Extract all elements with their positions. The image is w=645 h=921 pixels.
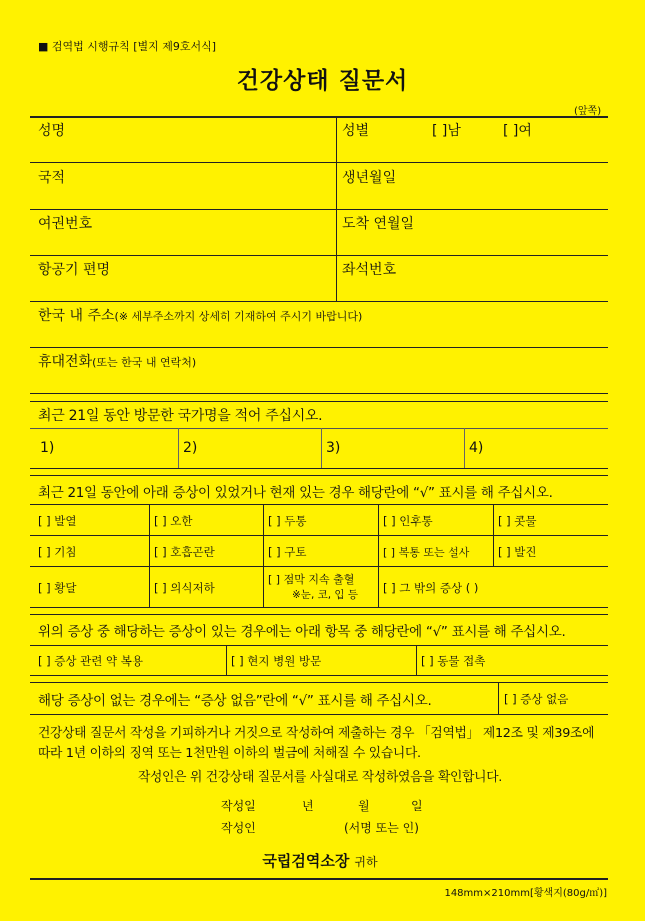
passport-field[interactable]	[38, 231, 334, 253]
divider	[30, 607, 608, 608]
symptom-checkbox-other[interactable]: [ ] 그 밖의 증상 ( )	[383, 581, 479, 595]
medication-checkbox[interactable]: [ ] 증상 관련 약 복용	[38, 654, 144, 668]
symptom-checkbox-jaundice[interactable]: [ ] 황달	[38, 581, 77, 595]
divider	[30, 347, 608, 348]
phone-note: (또는 한국 내 연락처)	[92, 356, 197, 369]
page-side-label: (앞쪽)	[574, 106, 602, 117]
divider	[30, 645, 608, 646]
no-symptom-prompt: 해당 증상이 없는 경우에는 “증상 없음”란에 “√” 표시를 해 주십시오.	[38, 693, 432, 709]
country-field-1[interactable]: 1)	[40, 440, 55, 456]
divider	[30, 675, 608, 676]
date-year[interactable]: 년	[302, 799, 314, 813]
address-field[interactable]	[38, 323, 606, 345]
column-divider	[378, 504, 379, 607]
recipient-line	[0, 850, 640, 871]
seat-field[interactable]	[342, 277, 606, 299]
warning-text-line1: 건강상태 질문서 작성을 기피하거나 거짓으로 작성하여 제출하는 경우 「검역법」 제12조 및 제39조에	[38, 726, 595, 741]
bleeding-note: ※눈, 코, 입 등	[292, 589, 359, 601]
symptoms-prompt: 최근 21일 동안에 아래 증상이 있었거나 현재 있는 경우 해당란에 “√” 표시를 해 주십시오.	[38, 485, 553, 501]
divider	[30, 504, 608, 505]
divider	[30, 614, 608, 615]
sex-male-checkbox[interactable]: [ ]남	[432, 123, 461, 139]
regulation-reference: ■ 검역법 시행규칙 [별지 제9호서식]	[38, 40, 217, 53]
divider	[30, 162, 608, 163]
seat-field-label: 좌석번호	[342, 262, 397, 278]
divider	[30, 255, 608, 256]
flight-field[interactable]	[38, 277, 334, 299]
divider	[30, 475, 608, 476]
divider	[30, 535, 608, 536]
divider	[30, 401, 608, 402]
nationality-field-label: 국적	[38, 170, 66, 186]
column-divider	[321, 428, 322, 468]
writer-label: 작성인	[221, 821, 256, 835]
hospital-visit-checkbox[interactable]: [ ] 현지 병원 방문	[231, 654, 322, 668]
divider	[30, 878, 608, 880]
symptom-checkbox-runny-nose[interactable]: [ ] 콧물	[498, 514, 537, 528]
recipient-name: 국립검역소장	[262, 852, 350, 870]
divider	[30, 301, 608, 302]
address-note: (※ 세부주소까지 상세히 기재하여 주시기 바랍니다)	[114, 310, 363, 323]
symptom-checkbox-vomiting[interactable]: [ ] 구토	[268, 545, 307, 559]
divider	[30, 682, 608, 683]
date-label: 작성일	[221, 799, 256, 813]
country-field-4[interactable]: 4)	[469, 440, 484, 456]
column-divider	[149, 504, 150, 607]
phone-field-label	[38, 351, 196, 371]
column-divider	[336, 117, 337, 301]
divider	[30, 393, 608, 394]
confirmation-text: 작성인은 위 건강상태 질문서를 사실대로 작성하였음을 확인합니다.	[137, 770, 503, 785]
dob-field-label: 생년월일	[342, 170, 397, 186]
country-field-3[interactable]: 3)	[326, 440, 341, 456]
phone-field[interactable]	[38, 369, 606, 391]
divider	[30, 714, 608, 715]
date-day[interactable]: 일	[411, 799, 423, 813]
paper-spec: 148mm×210mm[황색지(80g/㎡)]	[444, 888, 607, 899]
symptom-checkbox-consciousness[interactable]: [ ] 의식저하	[154, 581, 215, 595]
divider	[30, 468, 608, 469]
dob-field[interactable]	[342, 185, 606, 207]
countries-prompt: 최근 21일 동안 방문한 국가명을 적어 주십시오.	[38, 408, 323, 424]
column-divider	[263, 504, 264, 607]
date-month[interactable]: 월	[358, 799, 370, 813]
divider	[30, 428, 608, 429]
country-field-2[interactable]: 2)	[183, 440, 198, 456]
sex-female-checkbox[interactable]: [ ]여	[503, 123, 532, 139]
phone-label: 휴대전화	[38, 354, 93, 370]
divider	[30, 209, 608, 210]
divider	[30, 566, 608, 567]
form-title: 건강상태 질문서	[236, 68, 409, 94]
no-symptom-checkbox[interactable]: [ ] 증상 없음	[504, 692, 569, 706]
flight-field-label: 항공기 편명	[38, 262, 111, 278]
address-label: 한국 내 주소	[38, 308, 115, 324]
animal-contact-checkbox[interactable]: [ ] 동물 접촉	[421, 654, 486, 668]
sex-field-label: 성별	[342, 123, 370, 139]
arrival-date-field-label: 도착 연월일	[342, 216, 415, 232]
recipient-suffix: 귀하	[354, 855, 378, 869]
signature-field[interactable]: (서명 또는 인)	[344, 821, 419, 835]
column-divider	[416, 645, 417, 675]
column-divider	[178, 428, 179, 468]
column-divider	[498, 682, 499, 714]
symptom-checkbox-bleeding[interactable]: [ ] 점막 지속 출혈	[268, 573, 355, 586]
symptom-checkbox-headache[interactable]: [ ] 두통	[268, 514, 307, 528]
column-divider	[226, 645, 227, 675]
symptom-checkbox-sore-throat[interactable]: [ ] 인후통	[383, 514, 433, 528]
name-field[interactable]	[38, 138, 334, 160]
related-prompt: 위의 증상 중 해당하는 증상이 있는 경우에는 아래 항목 중 해당란에 “√” 표시를 해 주십시오.	[38, 624, 566, 640]
symptom-checkbox-rash[interactable]: [ ] 발진	[498, 545, 537, 559]
passport-field-label: 여권번호	[38, 216, 93, 232]
name-field-label: 성명	[38, 123, 66, 139]
column-divider	[493, 504, 494, 566]
symptom-checkbox-fever[interactable]: [ ] 발열	[38, 514, 77, 528]
divider	[30, 116, 608, 118]
symptom-checkbox-chills[interactable]: [ ] 오한	[154, 514, 193, 528]
symptom-checkbox-abdominal-pain[interactable]: [ ] 복통 또는 설사	[383, 546, 470, 559]
nationality-field[interactable]	[38, 185, 334, 207]
symptom-checkbox-cough[interactable]: [ ] 기침	[38, 545, 77, 559]
column-divider	[464, 428, 465, 468]
arrival-date-field[interactable]	[342, 231, 606, 253]
symptom-checkbox-dyspnea[interactable]: [ ] 호흡곤란	[154, 545, 215, 559]
warning-text-line2: 따라 1년 이하의 징역 또는 1천만원 이하의 벌금에 처해질 수 있습니다.	[38, 746, 421, 761]
address-field-label	[38, 305, 362, 325]
